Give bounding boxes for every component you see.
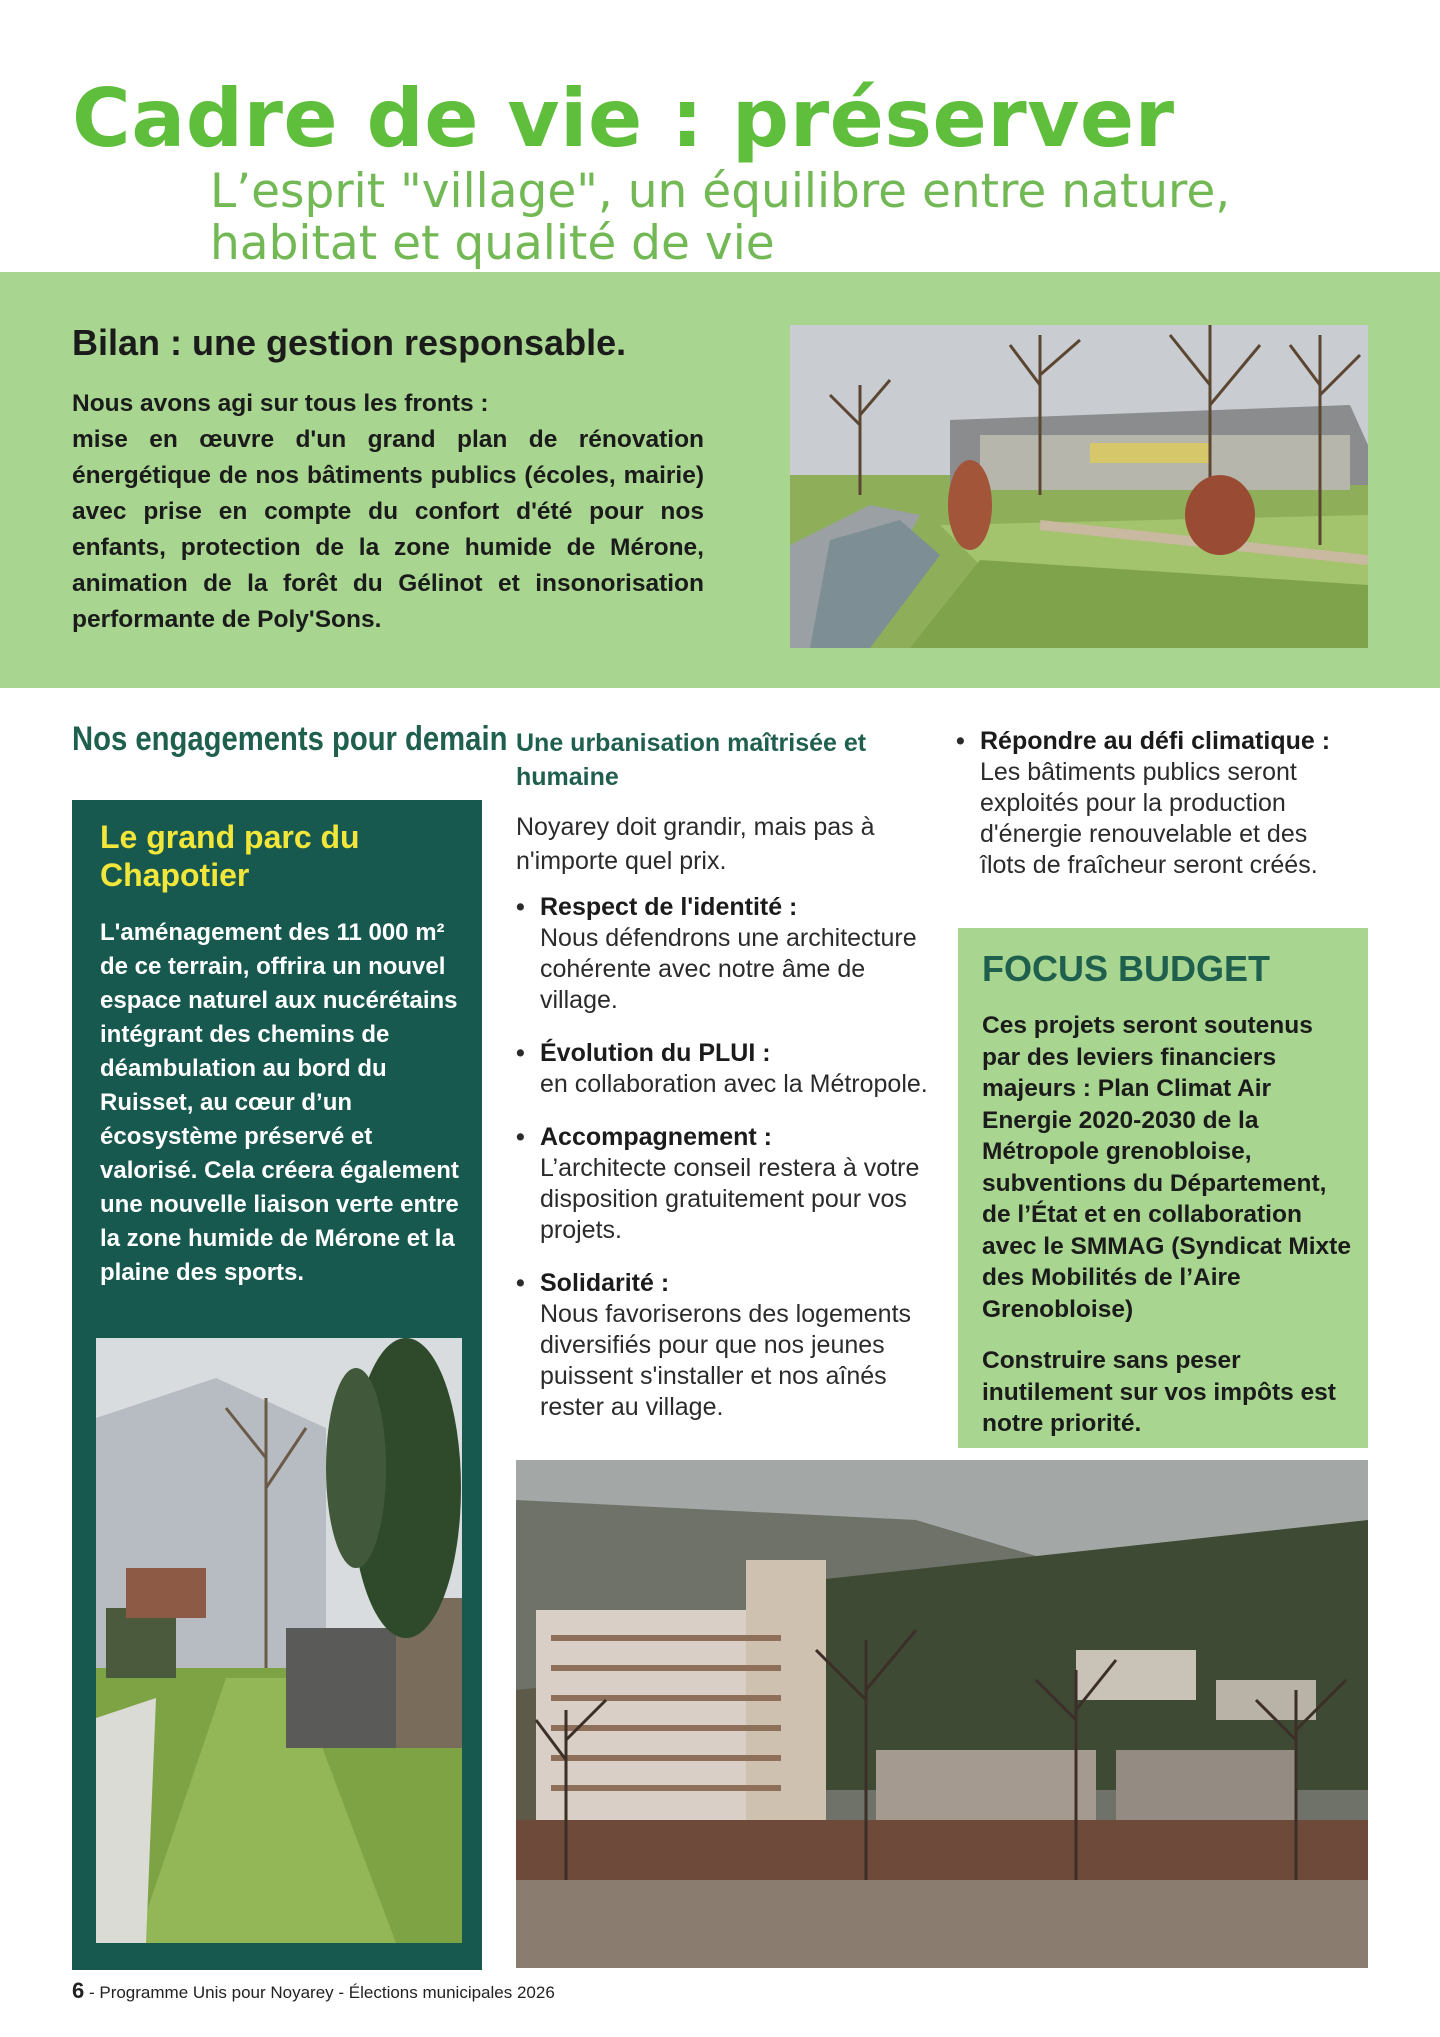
bilan-intro: Nous avons agi sur tous les fronts :: [72, 390, 489, 417]
list-item-text: en collaboration avec la Métropole.: [540, 1070, 928, 1098]
list-item: [956, 726, 1356, 881]
bullet-icon: •: [516, 1039, 525, 1067]
bilan-text: [72, 386, 704, 638]
bullet-icon: •: [516, 893, 525, 921]
bullet-icon: •: [516, 1123, 525, 1151]
list-item-label: Solidarité :: [540, 1269, 670, 1297]
engagements-heading: Nos engagements pour demain: [72, 720, 508, 758]
list-item-text: Les bâtiments publics seront exploités pour la production d'énergie renouvelable et des îlots de fraîcheur seront créés.: [980, 758, 1318, 879]
school-photo: [790, 325, 1368, 648]
list-item: [516, 1268, 936, 1423]
footer-text: - Programme Unis pour Noyarey - Élections municipales 2026: [84, 1983, 555, 2002]
bullet-icon: •: [956, 727, 965, 755]
focus-paragraph: Ces projets seront soutenus par des leviers financiers majeurs : Plan Climat Air Energie 2020-2030 de la Métropole grenobloise, subventions du Département, de l’État et en collaboration avec le SMMAG (Syndicat Mixte des Mobilités de l’Aire Grenobloise): [982, 1012, 1351, 1323]
list-item-label: Accompagnement :: [540, 1123, 772, 1151]
list-item-label: Évolution du PLUI :: [540, 1039, 771, 1067]
focus-priority: Construire sans peser inutilement sur vos impôts est notre priorité.: [982, 1347, 1336, 1437]
bullet-icon: •: [516, 1269, 525, 1297]
bilan-body: mise en œuvre d'un grand plan de rénovation énergétique de nos bâtiments publics (écoles, mairie) avec prise en compte du confort d'été pour nos enfants, protection de la zone humide de Mérone, animation de la forêt du Gélinot et insonorisation performante de Poly'Sons.: [72, 426, 704, 633]
park-path-photo: [96, 1338, 462, 1943]
list-item-text: L’architecte conseil restera à votre disposition gratuitement pour vos projets.: [540, 1154, 920, 1244]
village-photo: [516, 1460, 1368, 1968]
parc-text: L'aménagement des 11 000 m² de ce terrain, offrira un nouvel espace naturel aux nucérétains intégrant des chemins de déambulation au bord du Ruisset, au cœur d’un écosystème préservé et valorisé. Cela créera également une nouvelle liaison verte entre la zone humide de Mérone et la plaine des sports.: [100, 919, 459, 1286]
focus-text: [982, 1010, 1352, 1460]
page-title: Cadre de vie : préserver: [72, 72, 1175, 165]
parc-title: Le grand parc du Chapotier: [100, 819, 360, 893]
urbanisation-intro: Noyarey doit grandir, mais pas à n'importe quel prix.: [516, 813, 875, 875]
focus-title: FOCUS BUDGET: [982, 948, 1270, 989]
climat-list: [956, 726, 1356, 881]
page-footer: [72, 1978, 555, 2004]
urbanisation-heading: Une urbanisation maîtrisée et humaine: [516, 729, 867, 791]
list-item: [516, 1038, 936, 1100]
list-item-label: Respect de l'identité :: [540, 893, 798, 921]
list-item-text: Nous défendrons une architecture cohérente avec notre âme de village.: [540, 924, 917, 1014]
bilan-heading: Bilan : une gestion responsable.: [72, 322, 627, 363]
list-item-text: Nous favoriserons des logements diversifiés pour que nos jeunes puissent s'installer et nos aînés rester au village.: [540, 1300, 912, 1421]
list-item: [516, 1122, 936, 1246]
page-number: 6: [72, 1978, 85, 2003]
list-item-label: Répondre au défi climatique :: [980, 727, 1331, 755]
page-subtitle: L’esprit "village", un équilibre entre nature, habitat et qualité de vie: [210, 164, 1231, 271]
urbanisation-list: [516, 892, 936, 1445]
list-item: [516, 892, 936, 1016]
